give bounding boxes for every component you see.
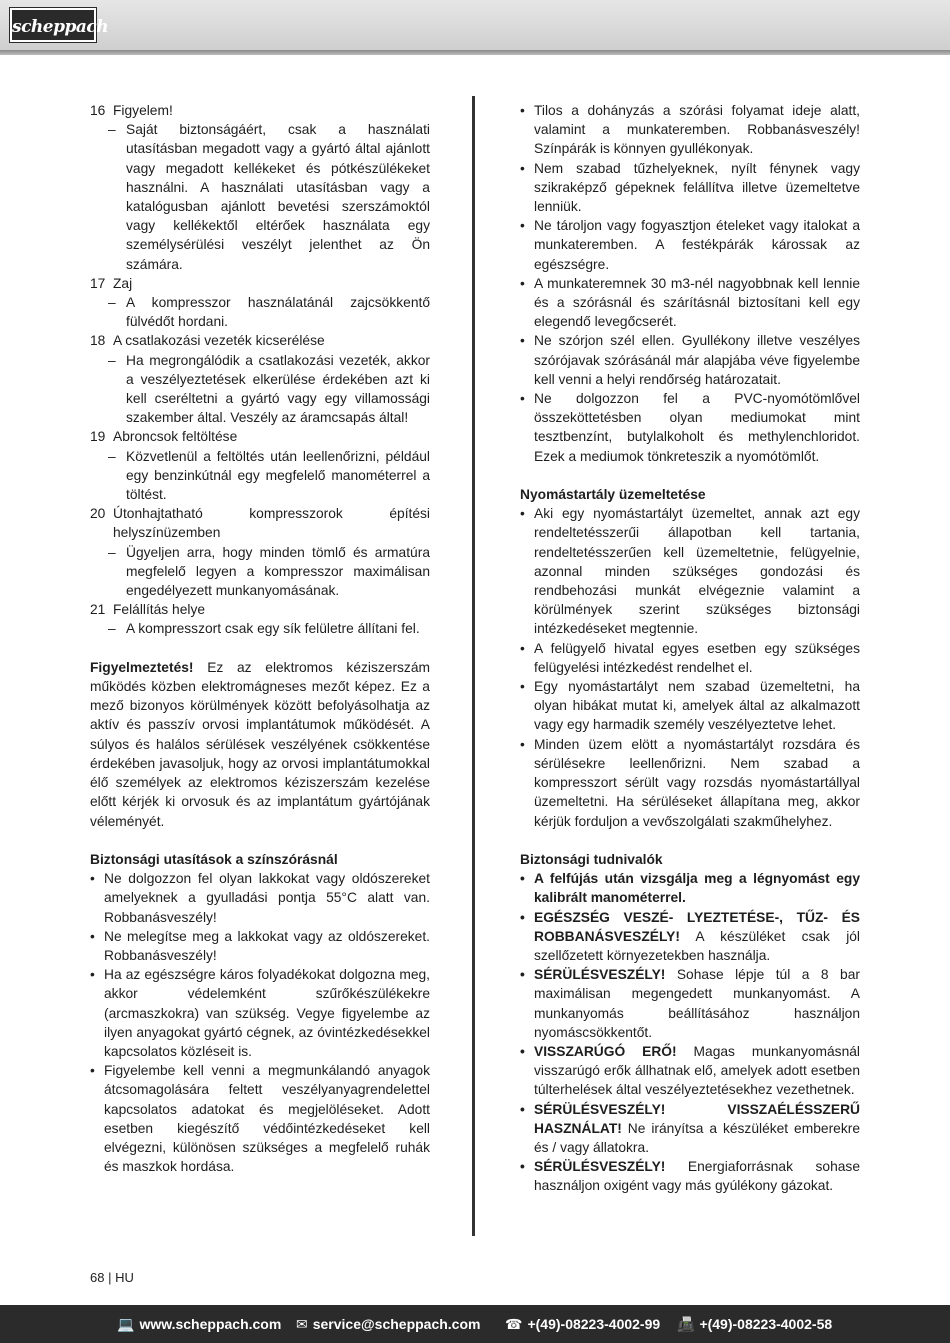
left-column	[90, 101, 430, 1176]
header-divider	[0, 50, 950, 55]
dash-marker: –	[108, 122, 116, 138]
bullet-item: • SÉRÜLÉSVESZÉLY! Sohase lépje túl a 8 bar maximálisan megengedett munkanyomást. A munkanyomás beállításához használjon nyomáscsökkentőt.	[520, 967, 860, 1040]
bullet-item: • Aki egy nyomástartályt üzemeltet, annak azt egy rendeltetésszerűi állapotban kell tartania, rendeltetésszerűen kell üzemeltetnie, felügyelnie, azonnal minden szükséges gondozási és rendbehozási munkát elvégeznie valamint a körülmények szerint szükséges biztonsági intézkedéseket megtennie.	[520, 506, 860, 637]
column-divider	[472, 96, 475, 1236]
bullet-item: • SÉRÜLÉSVESZÉLY! Energiaforrásnak sohase használjon oxigént vagy más gyúlékony gázokat.	[520, 1159, 860, 1194]
bullet-marker: •	[520, 679, 525, 695]
bullet-marker: •	[90, 1063, 95, 1079]
item-number: 18	[90, 333, 106, 349]
item-number: 20	[90, 506, 106, 522]
phone-number[interactable]: ☎ +(49)-08223-4002-99	[505, 1316, 661, 1332]
list-item	[90, 504, 430, 600]
bullet-item: • VISSZARÚGÓ ERŐ! Magas munkanyomásnál visszarúgó erők állhatnak elő, amelyek adott esetben túlterhelések által veszélyeztetésekhez vezethetnek.	[520, 1043, 860, 1098]
sub-item: – A kompresszort csak egy sík felületre állítani fel.	[90, 619, 430, 638]
dash-marker: –	[108, 352, 116, 368]
bullet-item: • A felügyelő hivatal egyes esetben egy szükséges felügyelési intézkedést rendelhet el.	[520, 640, 860, 675]
bullet-item: • Ne dolgozzon fel a PVC-nyomótömlővel összeköttetésben olyan mediumokat mint tesztbenzínt, butylalkoholt és methylenchloridot. Ezek a mediumok tönkreteszik a nyomótömlőt.	[520, 391, 860, 464]
item-number: 19	[90, 429, 106, 445]
bullet-marker: •	[520, 1159, 525, 1175]
bullet-marker: •	[520, 391, 525, 407]
item-number: 17	[90, 275, 106, 291]
dash-marker: –	[108, 621, 116, 637]
sub-item: – Ha megrongálódik a csatlakozási vezeték, akkor a veszélyeztetések elkerülése érdekében azt ki kell cseréltetni a gyártó vagy egy villamossági szakember által. Veszély az áramcsapás által!	[108, 352, 430, 426]
sub-item: – A kompresszor használatánál zajcsökkentő fülvédőt hordani.	[108, 295, 430, 330]
sub-item: – Közvetlenül a feltöltés után leellenőrizni, például egy benzinkútnál egy megfelelő manométerrel a töltést.	[108, 448, 430, 503]
item-number: 21	[90, 602, 106, 618]
warning-text: Ez az elektromos kéziszerszám működés közben elektromágneses mezőt képez. Ez a mező bizonyos körülmények között befolyásolhatja az aktív és passzív orvosi implantátumok működését. A súlyos és halálos sérülések veszélyének csökkentése érdekében javasoljuk, hogy az orvosi implantátumokkal élő személyek az elektromos kéziszerszám kezelése előtt kérjék ki orvosuk és az implantátum gyártójának véleményét.	[90, 659, 430, 829]
bullet-marker: •	[520, 103, 525, 118]
page-number: 68 | HU	[90, 1270, 134, 1285]
bullet-marker: •	[520, 160, 525, 176]
bullet-item: • Tilos a dohányzás a szórási folyamat ideje alatt, valamint a munkateremben. Robbanásveszély! Színpárák is könnyen gyullékonyak.	[520, 103, 860, 157]
right-column	[520, 101, 860, 1196]
bullet-marker: •	[520, 909, 525, 925]
item-title: A csatlakozási vezeték kicserélése	[113, 333, 325, 349]
website-link[interactable]: 💻 www.scheppach.com	[117, 1316, 282, 1332]
mail-icon: ✉	[296, 1316, 308, 1332]
bullet-item: • Minden üzem elött a nyomástartályt rozsdára és sérülésekre leellenőrizni. Nem szabad a kompresszort sérült vagy rozsdás nyomástartállyal üzemeltetni. Ha sérüléseket állapítana meg, akkor kérjük forduljon a vevőszolgálati szakműhelyhez.	[520, 736, 860, 829]
bullet-marker: •	[520, 1043, 525, 1059]
bullet-marker: •	[90, 871, 95, 887]
item-number: 16	[90, 103, 106, 118]
bullet-item: • Ne dolgozzon fel olyan lakkokat vagy oldószereket amelyeknek a gyulladási pontja 55°C alatt van. Robbanásveszély!	[90, 871, 430, 925]
sub-item: – Saját biztonságáért, csak a használati utasításban megadott vagy a gyártó által ajánlott vagy megadott kellékeket és pótkészülékeket használni. A használati utasításban vagy a katalógusban ajánlott bevetési szerszámoktól vagy kellékektől eltérőek használata egy személysérülési veszélyt jelenthet az Ön számára.	[108, 122, 430, 272]
warning-label: Figyelmeztetés!	[90, 659, 194, 675]
list-item	[90, 331, 430, 427]
section-heading: Nyomástartály üzemeltetése	[520, 487, 706, 503]
emf-warning	[90, 658, 430, 831]
list-item	[90, 427, 430, 504]
bullet-marker: •	[520, 333, 525, 349]
item-title: Abroncsok feltöltése	[113, 429, 238, 445]
bullet-marker: •	[520, 218, 525, 234]
bullet-marker: •	[520, 871, 525, 887]
contact-footer	[0, 1305, 950, 1343]
bullet-item: • A munkateremnek 30 m3-nél nagyobbnak kell lennie és a szórásnál és szárításnál biztosítani kell egy elegendő levegőcserét.	[520, 275, 860, 330]
bullet-item: • Ne melegítse meg a lakkokat vagy az oldószereket. Robbanásveszély!	[90, 928, 430, 963]
bullet-marker: •	[90, 928, 95, 944]
dash-marker: –	[108, 448, 116, 464]
list-item	[90, 600, 430, 638]
bullet-item: • Ne tároljon vagy fogyasztjon ételeket vagy italokat a munkateremben. A festékpárák károssak az egészségre.	[520, 218, 860, 272]
bullet-item: • Figyelembe kell venni a megmunkálandó anyagok átcsomagolására feltett veszélyanyagrendelettel kapcsolatos adatokat és megjelöléseket. Adott esetben kiegészítő védőintézkedéseket kell elvégezni, különösen szükséges a megfelelő ruhák és maszkok hordása.	[90, 1063, 430, 1175]
phone-icon: ☎	[505, 1316, 523, 1332]
bullet-marker: •	[520, 967, 525, 983]
list-item	[90, 274, 430, 332]
bullet-item: • Egy nyomástartályt nem szabad üzemeltetni, ha olyan hibákat mutat ki, amelyek által az alkalmazott vagy egy harmadik személy veszélyeztetve lehet.	[520, 679, 860, 733]
bullet-marker: •	[90, 967, 95, 983]
bullet-marker: •	[520, 1101, 525, 1117]
page-header	[0, 0, 950, 50]
bullet-item: • Ha az egészségre káros folyadékokat dolgozna meg, akkor védelemként szűrőkészülékekre (arcmaszkokra) van szükség. Vegye figyelembe az ilyen anyagokat gyártó cégnek, az óvintézkedésekkel kapcsolatos közléseit is.	[90, 967, 430, 1059]
section-heading: Biztonsági tudnivalók	[520, 851, 663, 867]
bullet-item: • Nem szabad tűzhelyeknek, nyílt fénynek vagy szikraképző gépeknek felállítva illetve üzemeltetve lenniük.	[520, 160, 860, 215]
dash-marker: –	[108, 544, 116, 560]
item-title: Felállítás helye	[113, 602, 206, 618]
computer-icon: 💻	[117, 1316, 135, 1332]
bullet-marker: •	[520, 736, 525, 752]
list-item	[90, 101, 430, 274]
scheppach-logo: scheppach	[10, 8, 96, 42]
item-title: Útonhajtatható kompresszorok építési helyszínüzemben	[113, 506, 430, 541]
email-link[interactable]: ✉ service@scheppach.com	[296, 1316, 481, 1332]
bullet-item: • EGÉSZSÉG VESZÉ- LYEZTETÉSE-, TŰZ- ÉS ROBBANÁSVESZÉLY! A készüléket csak jól szellőzetett környezetekben használja.	[520, 909, 860, 963]
bullet-item: • SÉRÜLÉSVESZÉLY! VISSZAÉLÉSSZERŰ HASZNÁLAT! Ne irányítsa a készüléket emberekre és / vagy állatokra.	[520, 1101, 860, 1155]
fax-icon: 📠	[677, 1316, 695, 1332]
bullet-marker: •	[520, 640, 525, 656]
item-title: Figyelem!	[113, 103, 173, 118]
bullet-item: • Ne szórjon szél ellen. Gyullékony illetve veszélyes szórójavak szórásánál már alapjába véve figyelembe kell venni a helyi rendőrség határozatait.	[520, 333, 860, 387]
bullet-marker: •	[520, 506, 525, 522]
bullet-item: • A felfújás után vizsgálja meg a légnyomást egy kalibrált manométerrel.	[520, 871, 860, 906]
dash-marker: –	[108, 295, 116, 311]
fax-number: 📠 +(49)-08223-4002-58	[677, 1316, 833, 1332]
item-title: Zaj	[113, 275, 133, 291]
section-heading: Biztonsági utasítások a színszórásnál	[90, 851, 338, 867]
bullet-marker: •	[520, 275, 525, 291]
sub-item: – Ügyeljen arra, hogy minden tömlő és armatúra megfelelő legyen a kompresszor maximálisan engedélyezett munkanyomásának.	[108, 544, 430, 599]
